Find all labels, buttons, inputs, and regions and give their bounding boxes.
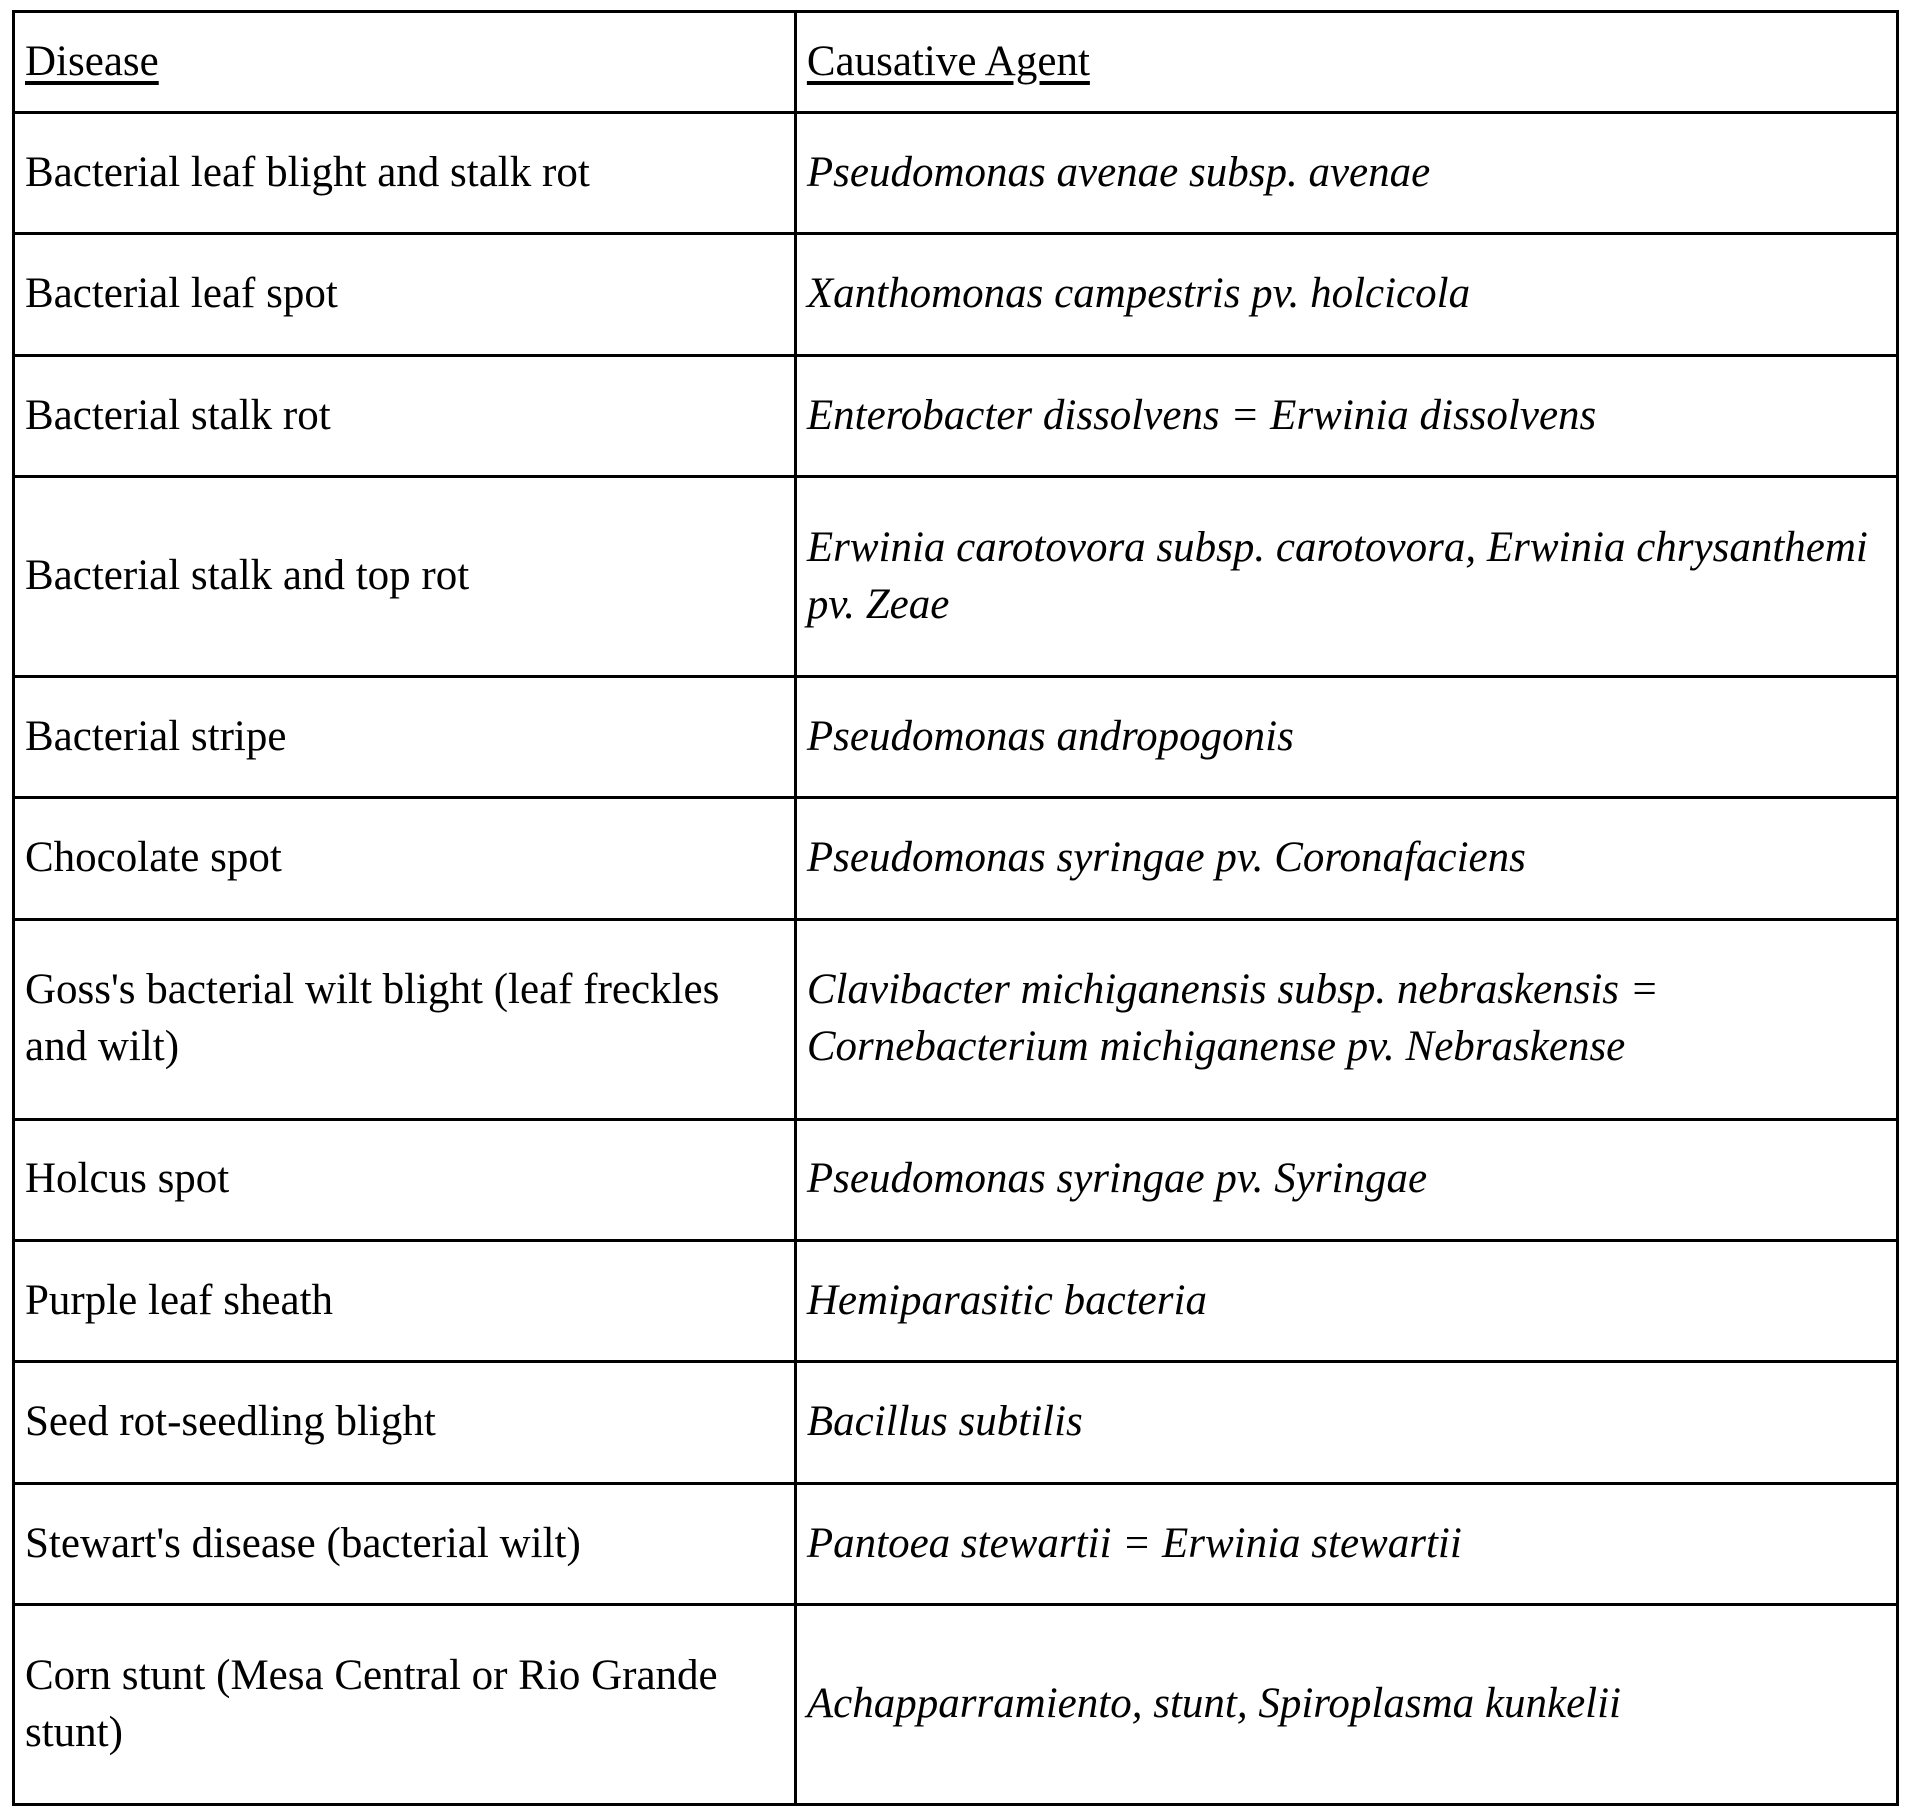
disease-cell: Corn stunt (Mesa Central or Rio Grande stunt) xyxy=(14,1605,796,1805)
table-row xyxy=(14,919,1898,1119)
table-row xyxy=(14,1362,1898,1483)
agent-cell: Pseudomonas syringae pv. Coronafaciens xyxy=(795,798,1897,919)
disease-cell: Goss's bacterial wilt blight (leaf freckles and wilt) xyxy=(14,919,796,1119)
table-row xyxy=(14,1240,1898,1361)
agent-cell: Hemiparasitic bacteria xyxy=(795,1240,1897,1361)
disease-cell: Bacterial leaf spot xyxy=(14,234,796,355)
table-row xyxy=(14,798,1898,919)
agent-cell: Pseudomonas avenae subsp. avenae xyxy=(795,113,1897,234)
agent-cell: Xanthomonas campestris pv. holcicola xyxy=(795,234,1897,355)
agent-cell: Pantoea stewartii = Erwinia stewartii xyxy=(795,1483,1897,1604)
disease-cell: Bacterial leaf blight and stalk rot xyxy=(14,113,796,234)
agent-cell: Erwinia carotovora subsp. carotovora, Erwinia chrysanthemi pv. Zeae xyxy=(795,477,1897,677)
table-row xyxy=(14,1483,1898,1604)
agent-cell: Clavibacter michiganensis subsp. nebraskensis = Cornebacterium michiganense pv. Nebraskense xyxy=(795,919,1897,1119)
table-row xyxy=(14,1119,1898,1240)
disease-cell: Seed rot-seedling blight xyxy=(14,1362,796,1483)
table-row xyxy=(14,355,1898,476)
column-header-causative-agent-label: Causative Agent xyxy=(806,37,1090,85)
disease-cell: Stewart's disease (bacterial wilt) xyxy=(14,1483,796,1604)
disease-cell: Bacterial stalk rot xyxy=(14,355,796,476)
column-header-disease xyxy=(14,12,796,113)
header-row xyxy=(14,12,1898,113)
disease-cell: Holcus spot xyxy=(14,1119,796,1240)
agent-cell: Pseudomonas syringae pv. Syringae xyxy=(795,1119,1897,1240)
table-row xyxy=(14,234,1898,355)
agent-cell: Bacillus subtilis xyxy=(795,1362,1897,1483)
table-row xyxy=(14,1605,1898,1805)
agent-cell: Enterobacter dissolvens = Erwinia dissolvens xyxy=(795,355,1897,476)
column-header-causative-agent xyxy=(795,12,1897,113)
agent-cell: Pseudomonas andropogonis xyxy=(795,676,1897,797)
table-row xyxy=(14,676,1898,797)
column-header-disease-label: Disease xyxy=(25,37,159,85)
table-row xyxy=(14,113,1898,234)
disease-cell: Bacterial stalk and top rot xyxy=(14,477,796,677)
disease-cell: Purple leaf sheath xyxy=(14,1240,796,1361)
agent-cell: Achapparramiento, stunt, Spiroplasma kunkelii xyxy=(795,1605,1897,1805)
table-row xyxy=(14,477,1898,677)
disease-agent-table xyxy=(12,10,1899,1806)
disease-cell: Chocolate spot xyxy=(14,798,796,919)
disease-cell: Bacterial stripe xyxy=(14,676,796,797)
